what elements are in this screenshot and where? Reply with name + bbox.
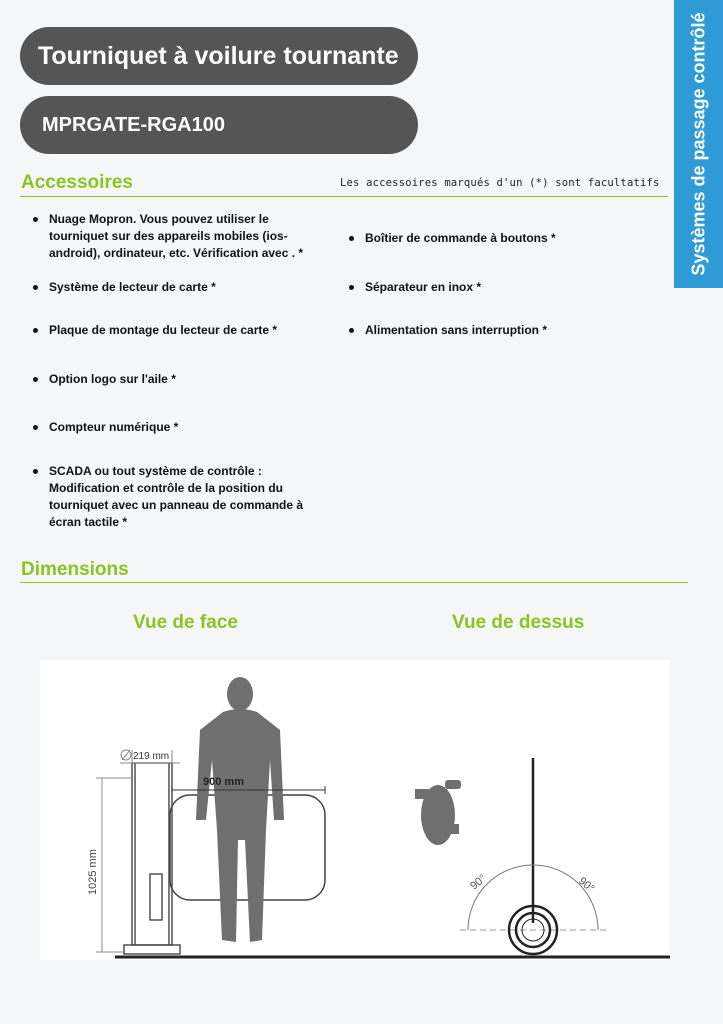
accessories-divider (20, 196, 668, 197)
accessory-item: Séparateur en inox * (365, 279, 645, 296)
accessory-item: SCADA ou tout système de contrôle : Modification et contrôle de la position du tourniquet avec un panneau de commande à écran tactile * (49, 463, 324, 531)
accessories-note: Les accessoires marqués d'un (*) sont facultatifs (340, 177, 660, 189)
angle-left-label: 90° (468, 872, 489, 893)
person-top-view-icon (415, 780, 461, 845)
model-number: MPRGATE-RGA100 (20, 96, 418, 154)
accessory-item: Alimentation sans interruption * (365, 322, 645, 339)
dimensions-heading: Dimensions (21, 559, 129, 580)
angle-right-label: 90° (576, 875, 597, 895)
accessory-item: Système de lecteur de carte * (49, 279, 324, 296)
height-label: 1025 mm (87, 849, 99, 895)
accessory-item: Option logo sur l'aile * (49, 371, 324, 388)
angle-arc-right (533, 865, 598, 930)
accessory-item: Plaque de montage du lecteur de carte * (49, 322, 324, 339)
accessory-item: Boîtier de commande à boutons * (365, 230, 645, 247)
dimensions-divider (20, 582, 688, 583)
accessories-heading: Accessoires (21, 172, 133, 193)
accessory-item: Nuage Mopron. Vous pouvez utiliser le tourniquet sur des appareils mobiles (ios-android), ordinateur, etc. Vérification avec . * (49, 211, 324, 262)
wing-width-label: 900 mm (203, 776, 244, 788)
diameter-label: 219 mm (133, 751, 170, 762)
category-side-tab (674, 0, 723, 288)
side-tab-label: Systèmes de passage contrôlé (688, 12, 708, 276)
dimension-drawing (40, 660, 670, 960)
accessory-item: Compteur numérique * (49, 419, 324, 436)
front-view-title: Vue de face (133, 612, 238, 633)
top-view-title: Vue de dessus (452, 612, 585, 633)
height-dimension (96, 778, 132, 952)
product-title: Tourniquet à voilure tournante (20, 27, 418, 85)
person-silhouette-icon (196, 677, 284, 942)
